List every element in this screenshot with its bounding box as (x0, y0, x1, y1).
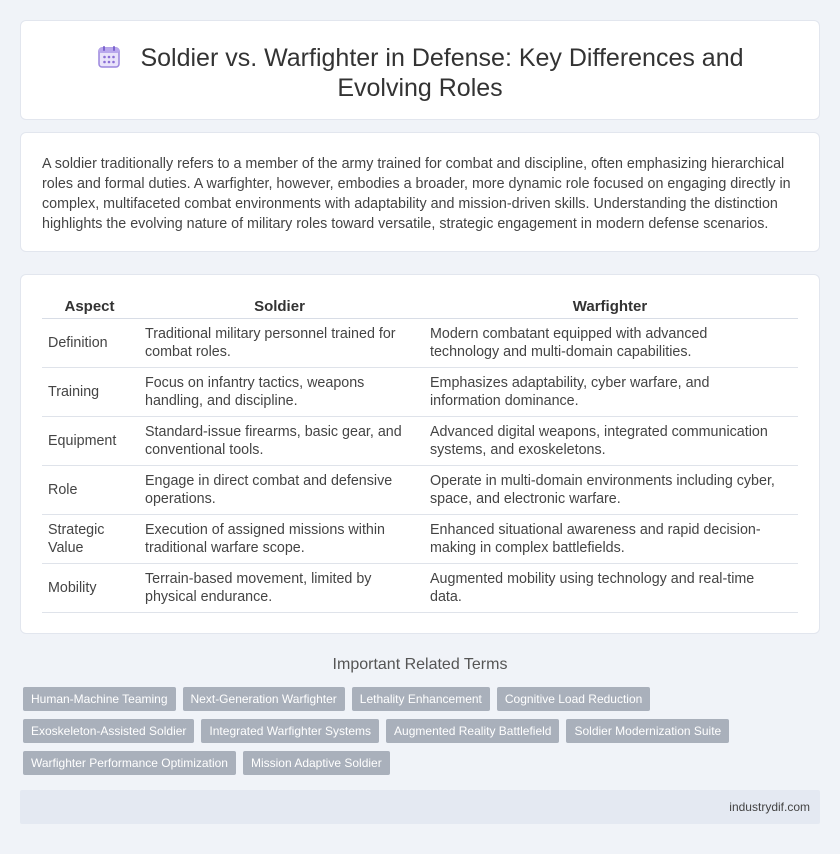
table-row (42, 564, 798, 613)
aspect-cell: Definition (42, 319, 137, 368)
intro-card (20, 132, 820, 252)
aspect-cell: Mobility (42, 564, 137, 613)
aspect-cell: Equipment (42, 417, 137, 466)
page-title: Soldier vs. Warfighter in Defense: Key Differences and Evolving Roles (140, 44, 744, 102)
table-header-row (42, 295, 798, 319)
header-aspect: Aspect (42, 295, 137, 319)
table-row (42, 368, 798, 417)
footer-site-link[interactable]: industrydif.com (729, 800, 810, 814)
soldier-cell: Standard-issue firearms, basic gear, and conventional tools. (137, 417, 422, 466)
warfighter-cell: Emphasizes adaptability, cyber warfare, and information dominance. (422, 368, 798, 417)
related-term-tag[interactable]: Integrated Warfighter Systems (201, 719, 379, 743)
soldier-cell: Terrain-based movement, limited by physical endurance. (137, 564, 422, 613)
soldier-cell: Focus on infantry tactics, weapons handling, and discipline. (137, 368, 422, 417)
related-term-tag[interactable]: Exoskeleton-Assisted Soldier (23, 719, 194, 743)
warfighter-cell: Modern combatant equipped with advanced technology and multi-domain capabilities. (422, 319, 798, 368)
soldier-cell: Engage in direct combat and defensive operations. (137, 466, 422, 515)
table-row (42, 466, 798, 515)
table-row (42, 515, 798, 564)
related-term-tag[interactable]: Augmented Reality Battlefield (386, 719, 559, 743)
header-warfighter: Warfighter (422, 295, 798, 319)
soldier-cell: Execution of assigned missions within traditional warfare scope. (137, 515, 422, 564)
warfighter-cell: Operate in multi-domain environments including cyber, space, and electronic warfare. (422, 466, 798, 515)
related-term-tag[interactable]: Next-Generation Warfighter (183, 687, 345, 711)
footer (20, 790, 820, 824)
related-term-tag[interactable]: Lethality Enhancement (352, 687, 490, 711)
warfighter-cell: Advanced digital weapons, integrated communication systems, and exoskeletons. (422, 417, 798, 466)
related-term-tag[interactable]: Warfighter Performance Optimization (23, 751, 236, 775)
related-term-tag[interactable]: Cognitive Load Reduction (497, 687, 650, 711)
header-soldier: Soldier (137, 295, 422, 319)
related-terms-list (23, 687, 803, 783)
calendar-icon (96, 44, 122, 70)
table-row (42, 417, 798, 466)
related-term-tag[interactable]: Soldier Modernization Suite (566, 719, 729, 743)
page-title-wrap (51, 43, 789, 103)
header-card (20, 20, 820, 120)
table-row (42, 319, 798, 368)
related-terms-title: Important Related Terms (332, 656, 508, 673)
warfighter-cell: Enhanced situational awareness and rapid decision-making in complex battlefields. (422, 515, 798, 564)
warfighter-cell: Augmented mobility using technology and real-time data. (422, 564, 798, 613)
related-term-tag[interactable]: Mission Adaptive Soldier (243, 751, 390, 775)
related-term-tag[interactable]: Human-Machine Teaming (23, 687, 176, 711)
comparison-table (42, 295, 798, 613)
aspect-cell: Training (42, 368, 137, 417)
aspect-cell: Strategic Value (42, 515, 137, 564)
intro-paragraph: A soldier traditionally refers to a member of the army trained for combat and discipline, often emphasizing hierarchical roles and formal duties. A warfighter, however, embodies a broader, more dynamic role focused on engaging directly in complex, multifaceted combat environments with adaptability and mission-driven skills. Understanding the distinction highlights the evolving nature of military roles toward versatile, strategic engagement in modern defense scenarios. (42, 156, 791, 232)
soldier-cell: Traditional military personnel trained for combat roles. (137, 319, 422, 368)
comparison-card (20, 274, 820, 634)
aspect-cell: Role (42, 466, 137, 515)
